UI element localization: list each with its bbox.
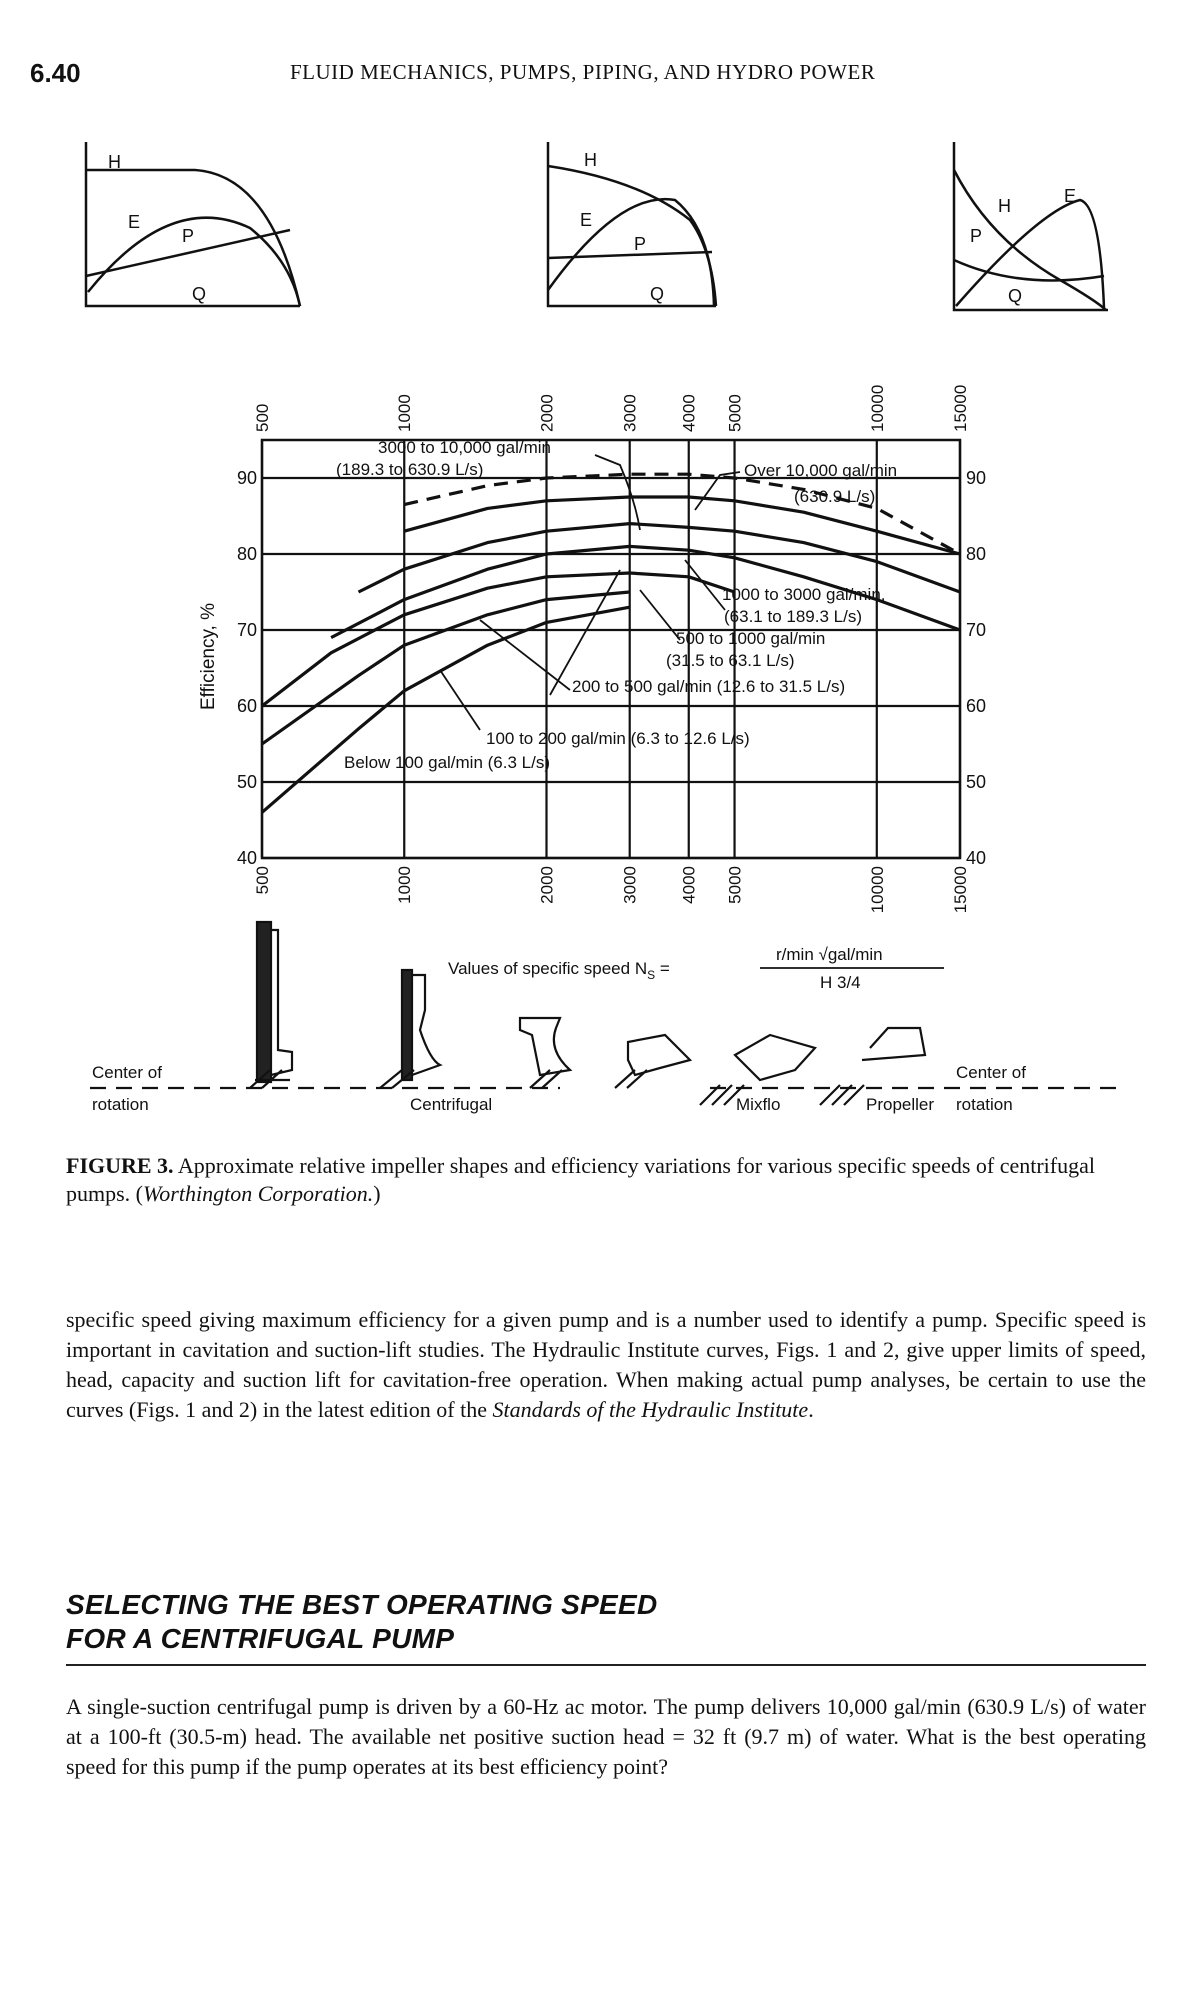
caption-source: Worthington Corporation. [143, 1181, 374, 1206]
page-number: 6.40 [30, 58, 81, 88]
small-curve-3-Q: Q [1008, 286, 1023, 306]
y-tick-left-90: 90 [236, 468, 257, 488]
x-axis-label: Values of specific speed $N_S$ = [448, 959, 670, 982]
standards-title: Standards of the Hydraulic Institute [492, 1397, 809, 1422]
small-curve-panel-2 [548, 142, 716, 306]
x-tick-bottom-1000: 1000 [395, 866, 415, 904]
x-tick-top-4000: 4000 [679, 394, 699, 432]
caption-label: FIGURE 3. [66, 1153, 174, 1178]
y-tick-right-70: 70 [966, 620, 987, 640]
x-tick-bottom-15000: 15000 [951, 866, 970, 914]
x-tick-top-5000: 5000 [725, 394, 745, 432]
label-200-500: 200 to 500 gal/min (12.6 to 31.5 L/s) [572, 677, 846, 696]
label-100-200: 100 to 200 gal/min (6.3 to 12.6 L/s) [486, 729, 750, 748]
label-500-1000-line1: 500 to 1000 gal/min [676, 629, 826, 648]
y-tick-left-70: 70 [236, 620, 257, 640]
y-tick-right-40: 40 [966, 848, 987, 868]
label-mixflo: Mixflo [736, 1095, 781, 1114]
small-curve-2-Q: Q [650, 284, 665, 304]
y-tick-labels [237, 468, 986, 868]
y-tick-right-50: 50 [966, 772, 987, 792]
x-tick-top-3000: 3000 [620, 394, 640, 432]
small-curve-2-E: E [580, 210, 593, 230]
small-curve-2-H: H [584, 150, 597, 170]
y-axis-label: Efficiency, % [198, 602, 219, 710]
x-tick-top-500: 500 [253, 403, 272, 432]
small-curve-1-H: H [108, 152, 121, 172]
formula-numerator: r/min √gal/min [776, 945, 883, 964]
figure-caption [66, 1152, 1146, 1208]
figure-3 [0, 130, 1200, 1140]
y-tick-right-80: 80 [966, 544, 987, 564]
x-tick-top-2000: 2000 [537, 394, 557, 432]
x-tick-bottom-500: 500 [253, 866, 272, 895]
caption-text: Approximate relative impeller shapes and efficiency variations for various specific speeds of centrifugal pumps. ( [66, 1153, 1095, 1206]
center-of-rotation-right-1: Center of [956, 1063, 1026, 1082]
section-heading: SELECTING THE BEST OPERATING SPEED FOR A CENTRIFUGAL PUMP [66, 1589, 658, 1654]
label-1000-3000-line1: 1000 to 3000 gal/min, [722, 585, 886, 604]
small-curve-2-P: P [634, 234, 647, 254]
label-over-10000-line2: (630.9 L/s) [794, 487, 876, 506]
x-tick-top-15000: 15000 [951, 384, 970, 432]
label-over-10000-line1: Over 10,000 gal/min [744, 461, 898, 480]
center-of-rotation-left-1: Center of [92, 1063, 162, 1082]
label-propeller: Propeller [866, 1095, 935, 1114]
label-500-1000-line2: (31.5 to 63.1 L/s) [666, 651, 795, 670]
caption-end: ) [373, 1181, 381, 1206]
center-of-rotation-left-2: rotation [92, 1095, 149, 1114]
paragraph-specific-speed: specific speed giving maximum efficiency for a given pump and is a number used to identify a pump. Specific speed is important in cavitation and suction-lift studies. The Hydraulic Institute curves, Figs. 1 and 2, give upper limits of speed, head, capacity and suction lift for cavitation-free operation. When making actual pump analyses, be certain to use the curves (Figs. 1 and 2) in the latest edition of the Standards of the Hydraulic Institute. [66, 1307, 1146, 1422]
small-curve-3-E: E [1064, 186, 1077, 206]
section-rule [66, 1664, 1146, 1666]
y-tick-left-50: 50 [236, 772, 257, 792]
formula-denominator: H 3/4 [820, 973, 861, 992]
x-tick-bottom-2000: 2000 [537, 866, 557, 904]
paragraph-problem: A single-suction centrifugal pump is driven by a 60-Hz ac motor. The pump delivers 10,000 gal/min (630.9 L/s) of water at a 100-ft (30.5-m) head. The available net positive suction head = 32 ft (9.7 m) of water. What is the best operating speed for this pump if the pump operates at its best efficiency point? [66, 1694, 1146, 1779]
x-tick-bottom-10000: 10000 [867, 866, 887, 914]
label-3000-10000-line1: 3000 to 10,000 gal/min [378, 438, 551, 457]
small-curve-1-E: E [128, 212, 141, 232]
center-of-rotation-right-2: rotation [956, 1095, 1013, 1114]
small-curve-1-P: P [182, 226, 195, 246]
x-tick-top-10000: 10000 [867, 384, 887, 432]
gridlines-horizontal [262, 478, 960, 858]
label-centrifugal: Centrifugal [410, 1095, 493, 1114]
y-tick-left-40: 40 [236, 848, 257, 868]
y-tick-left-60: 60 [236, 696, 257, 716]
label-1000-3000-line2: (63.1 to 189.3 L/s) [724, 607, 862, 626]
label-3000-10000-line2: (189.3 to 630.9 L/s) [336, 460, 484, 479]
label-below-100: Below 100 gal/min (6.3 L/s) [344, 753, 550, 772]
y-tick-right-60: 60 [966, 696, 987, 716]
small-curve-1-Q: Q [192, 284, 207, 304]
x-tick-bottom-4000: 4000 [679, 866, 699, 904]
small-curve-3-P: P [970, 226, 983, 246]
x-tick-bottom-3000: 3000 [620, 866, 640, 904]
small-curve-3-H: H [998, 196, 1011, 216]
x-tick-top-1000: 1000 [395, 394, 415, 432]
y-tick-left-80: 80 [236, 544, 257, 564]
running-title: FLUID MECHANICS, PUMPS, PIPING, AND HYDRO POWER [290, 60, 876, 84]
x-tick-bottom-5000: 5000 [725, 866, 745, 904]
y-tick-right-90: 90 [966, 468, 987, 488]
